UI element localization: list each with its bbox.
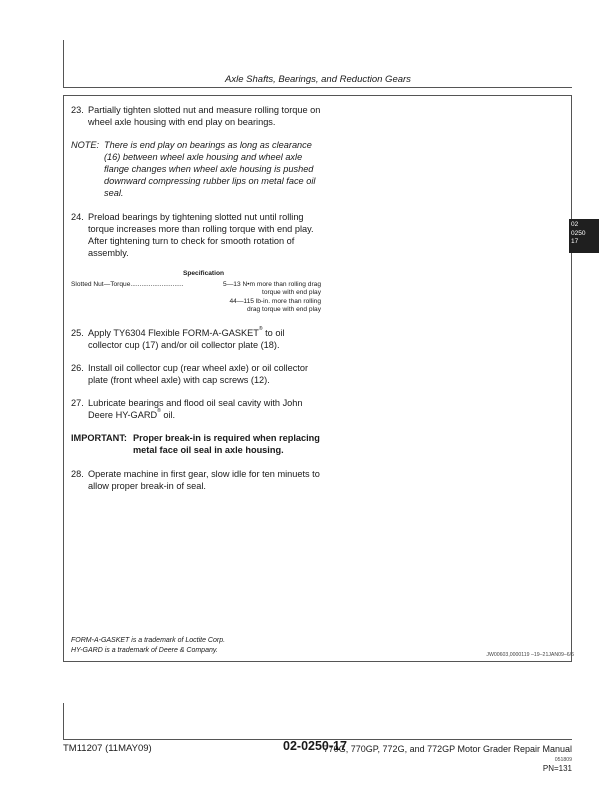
page-header-title: Axle Shafts, Bearings, and Reduction Gears: [225, 74, 411, 85]
step-text-before: Lubricate bearings and flood oil seal cavity with John Deere HY-GARD: [88, 397, 303, 420]
step-26: [71, 362, 321, 386]
footer-manual-title: 770G, 770GP, 772G, and 772GP Motor Grader Repair Manual: [323, 744, 572, 754]
step-number: 23.: [71, 105, 84, 115]
footer-page-number: PN=131: [542, 764, 572, 773]
step-number: 25.: [71, 327, 84, 338]
registered-mark: ®: [258, 325, 263, 332]
important-notice: [71, 432, 321, 456]
specification-block: [71, 270, 321, 315]
trademark-notes: [71, 636, 225, 655]
frame-left: [63, 95, 64, 662]
step-28: [71, 468, 321, 492]
note-text: There is end play on bearings as long as clearance (16) between wheel axle housing and wheel axle flange changes when wheel axle housing is pushed downward compressing rubber lips on metal face oil seal.: [104, 140, 316, 198]
step-text-before: Apply TY6304 Flexible FORM-A-GASKET: [88, 327, 259, 338]
step-number: 26.: [71, 362, 84, 373]
step-text: Install oil collector cup (rear wheel axle) or oil collector plate (front wheel axle) with cap screws (12).: [88, 362, 309, 385]
step-text-after: oil.: [160, 409, 176, 420]
step-number: 28.: [71, 468, 84, 479]
note-label: NOTE:: [71, 140, 100, 150]
step-27: [71, 397, 321, 421]
frame-content-bottom: [63, 661, 572, 662]
step-number: 27.: [71, 397, 84, 408]
frame-footer-left: [63, 703, 64, 739]
section-tab-page: 17: [571, 238, 579, 245]
step-text-after: to oil collector cup (17) and/or oil collector plate (18).: [88, 327, 285, 350]
footer-manual-id: TM11207 (11MAY09): [63, 743, 152, 754]
spec-value-1: 5—13 N•m more than rolling drag: [223, 280, 321, 288]
trademark-line-1: FORM-A-GASKET is a trademark of Loctite Corp.: [71, 637, 226, 644]
step-text: [88, 398, 303, 420]
section-tab-group: 02: [571, 221, 579, 228]
frame-content-top: [63, 95, 572, 96]
important-label: IMPORTANT:: [71, 432, 127, 443]
step-text: Partially tighten slotted nut and measure rolling torque on wheel axle housing with end play on bearings.: [88, 105, 321, 127]
specification-row: [71, 281, 321, 315]
step-text: [88, 325, 285, 350]
step-25: [71, 327, 321, 351]
footer-page-code: 02-0250-17: [283, 739, 347, 753]
spec-value-2: torque with end play: [261, 289, 321, 297]
spec-value-4: drag torque with end play: [246, 306, 321, 314]
step-24: [71, 211, 321, 259]
specification-heading: Specification: [182, 270, 225, 277]
spec-value-3: 44—115 lb-in. more than rolling: [229, 297, 321, 305]
document-reference-id: JW00603,0000119 –19–21JAN09–6/6: [486, 652, 574, 658]
spec-name: Slotted Nut—Torque.............................: [71, 280, 184, 288]
step-number: 24.: [71, 212, 84, 222]
frame-right: [571, 95, 572, 662]
footer-small-code: 051809: [554, 757, 572, 763]
registered-mark: ®: [157, 407, 161, 414]
important-text: Proper break-in is required when replacing metal face oil seal in axle housing.: [133, 432, 320, 455]
step-23: [71, 104, 321, 128]
section-tab: [569, 219, 599, 253]
frame-header-rule: [63, 87, 572, 88]
step-text: Operate machine in first gear, slow idle for ten minuets to allow proper break-in of seal.: [88, 468, 320, 491]
section-tab-section: 0250: [571, 229, 586, 237]
trademark-line-2: HY-GARD is a trademark of Deere & Company.: [71, 646, 218, 654]
note: [71, 139, 321, 199]
step-text: Preload bearings by tightening slotted nut until rolling torque increases more than rolling torque with end play. After tightening turn to check for smooth rotation of assembly.: [88, 212, 314, 258]
procedure-content: [71, 104, 321, 503]
